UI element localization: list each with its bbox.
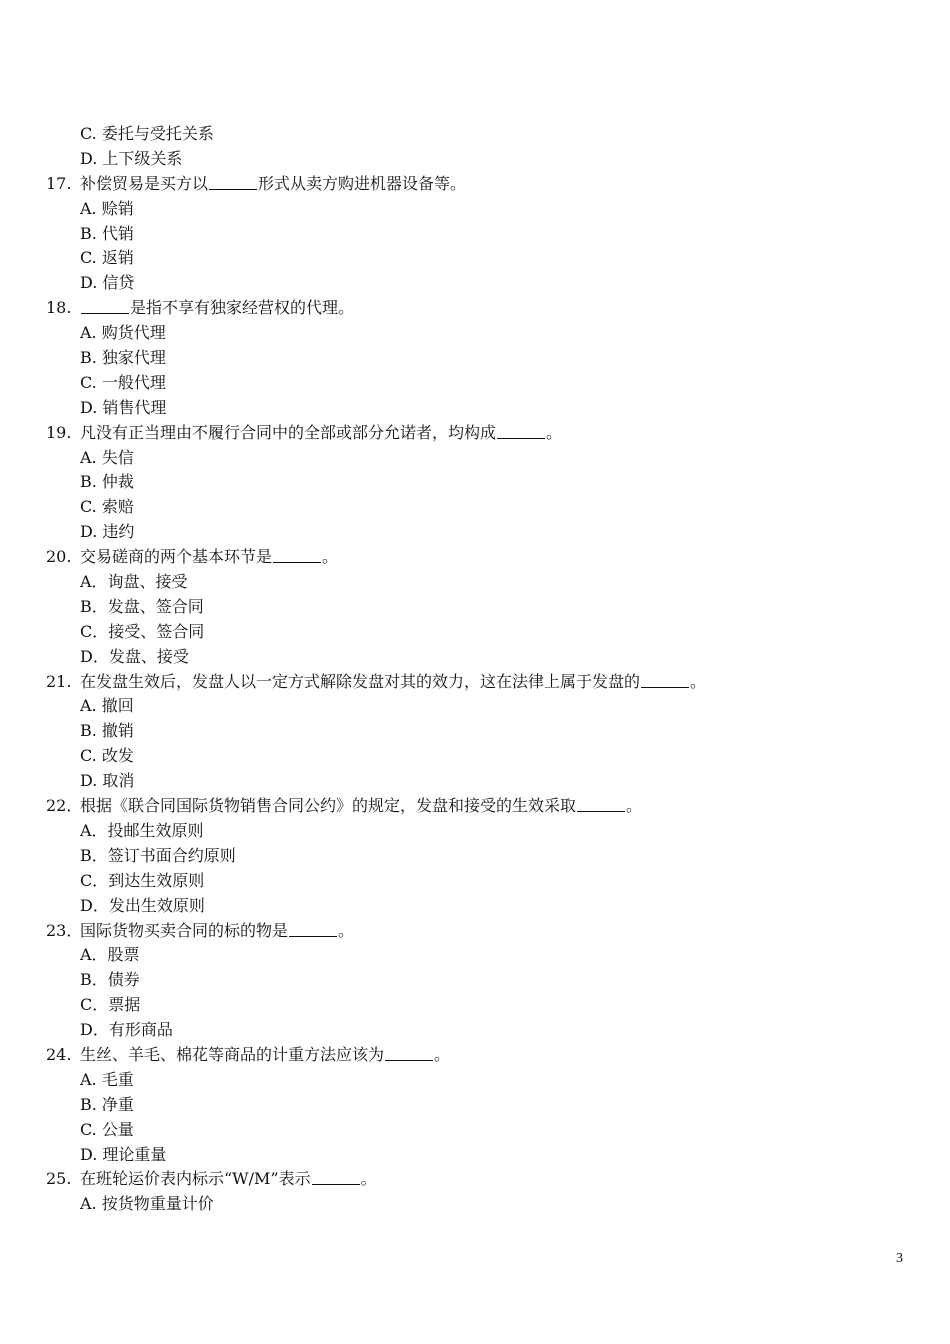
document-page: [0, 122, 950, 1217]
answer-option: [0, 894, 950, 919]
answer-option: [0, 943, 950, 968]
option-text: A. 毛重: [80, 1069, 134, 1089]
fill-in-blank: [209, 174, 257, 190]
question-text: [80, 1043, 450, 1068]
answer-option: [0, 1143, 950, 1168]
fill-in-blank: [497, 423, 545, 439]
answer-option: [0, 694, 950, 719]
answer-option: [0, 396, 950, 421]
answer-option: [0, 346, 950, 371]
answer-option: [0, 993, 950, 1018]
option-text: D. 上下级关系: [80, 148, 183, 168]
option-text: A. 撤回: [80, 696, 134, 716]
answer-option: [0, 446, 950, 471]
option-text: D. 销售代理: [80, 397, 167, 417]
fill-in-blank: [273, 547, 321, 563]
question-text-after: 。: [338, 920, 355, 940]
fill-in-blank: [385, 1045, 433, 1061]
question-line: [0, 670, 950, 695]
answer-option: [0, 1192, 950, 1217]
option-text: B. 独家代理: [80, 348, 166, 368]
question-line: [0, 545, 950, 570]
answer-option: [0, 1093, 950, 1118]
question-text: [80, 670, 706, 695]
fill-in-blank: [81, 298, 129, 314]
option-text: D. 违约: [80, 522, 135, 542]
answer-option: [0, 769, 950, 794]
option-text: B. 仲裁: [80, 472, 134, 492]
option-text: D. 理论重量: [80, 1144, 167, 1164]
option-text: A. 赊销: [80, 198, 134, 218]
question-number: 17.: [46, 173, 72, 193]
question-text-after: 。: [626, 796, 643, 816]
question-number: 23．: [46, 920, 83, 940]
option-text: A. 购货代理: [80, 323, 166, 343]
question-text-after: 形式从卖方购进机器设备等。: [258, 173, 467, 193]
question-text: [80, 172, 466, 197]
question-text: [80, 296, 354, 321]
option-text: D. 信贷: [80, 273, 135, 293]
answer-option: [0, 744, 950, 769]
answer-option: [0, 147, 950, 172]
question-text-after: 。: [690, 671, 707, 691]
question-text: [80, 421, 562, 446]
option-text: C. 改发: [80, 746, 134, 766]
answer-option: [0, 197, 950, 222]
question-text: [80, 794, 642, 819]
question-text: [80, 919, 354, 944]
option-text: C．接受、签合同: [80, 621, 205, 641]
question-number: 25.: [46, 1169, 72, 1189]
option-text: C. 返销: [80, 248, 134, 268]
question-text: [80, 545, 338, 570]
answer-option: [0, 246, 950, 271]
option-text: B．发盘、签合同: [80, 596, 204, 616]
question-line: [0, 794, 950, 819]
fill-in-blank: [641, 672, 689, 688]
answer-option: [0, 495, 950, 520]
option-text: C．到达生效原则: [80, 870, 205, 890]
question-text-before: 凡没有正当理由不履行合同中的全部或部分允诺者，均构成: [80, 422, 497, 442]
fill-in-blank: [312, 1169, 360, 1185]
question-text-before: 在发盘生效后，发盘人以一定方式解除发盘对其的效力，这在法律上属于发盘的: [80, 671, 641, 691]
option-text: A. 失信: [80, 447, 134, 467]
question-number: 18.: [46, 298, 72, 318]
option-text: B. 撤销: [80, 721, 134, 741]
question-text-before: 根据《联合同国际货物销售合同公约》的规定，发盘和接受的生效采取: [80, 796, 577, 816]
question-line: [0, 421, 950, 446]
question-text-before: 生丝、羊毛、棉花等商品的计重方法应该为: [80, 1044, 385, 1064]
question-text-before: 在班轮运价表内标示“W/M”表示: [80, 1169, 311, 1189]
question-number: 22．: [46, 796, 83, 816]
answer-option: [0, 321, 950, 346]
option-text: D．发盘、接受: [80, 646, 189, 666]
fill-in-blank: [289, 921, 337, 937]
question-line: [0, 296, 950, 321]
question-text-after: 。: [360, 1169, 377, 1189]
question-text-before: 补偿贸易是买方以: [80, 173, 209, 193]
answer-option: [0, 271, 950, 296]
fill-in-blank: [577, 796, 625, 812]
option-text: C. 索赔: [80, 497, 134, 517]
question-text-after: 。: [434, 1044, 451, 1064]
answer-option: [0, 645, 950, 670]
option-text: C．票据: [80, 995, 141, 1015]
answer-option: [0, 620, 950, 645]
answer-option: [0, 844, 950, 869]
question-text-after: 。: [546, 422, 563, 442]
page-number: 3: [896, 1251, 903, 1266]
answer-option: [0, 719, 950, 744]
answer-option: [0, 595, 950, 620]
question-number: 21.: [46, 671, 72, 691]
question-number: 19.: [46, 422, 72, 442]
question-number: 20.: [46, 547, 72, 567]
option-text: C. 公量: [80, 1119, 134, 1139]
question-text-before: 国际货物买卖合同的标的物是: [80, 920, 289, 940]
question-text: [80, 1167, 377, 1192]
option-text: A. 按货物重量计价: [80, 1194, 214, 1214]
option-text: A．询盘、接受: [80, 572, 188, 592]
answer-option: [0, 819, 950, 844]
question-text-after: 是指不享有独家经营权的代理。: [130, 298, 355, 318]
option-text: A．股票: [80, 945, 140, 965]
answer-option: [0, 570, 950, 595]
answer-option: [0, 122, 950, 147]
option-text: B．债券: [80, 970, 140, 990]
option-text: D．有形商品: [80, 1020, 173, 1040]
question-line: [0, 172, 950, 197]
option-text: D. 取消: [80, 771, 135, 791]
option-text: A．投邮生效原则: [80, 820, 204, 840]
answer-option: [0, 869, 950, 894]
option-text: B. 代销: [80, 223, 134, 243]
option-text: C. 委托与受托关系: [80, 124, 214, 143]
answer-option: [0, 1018, 950, 1043]
option-text: B. 净重: [80, 1094, 134, 1114]
question-number: 24.: [46, 1044, 72, 1064]
answer-option: [0, 520, 950, 545]
answer-option: [0, 371, 950, 396]
answer-option: [0, 1118, 950, 1143]
question-line: [0, 919, 950, 944]
option-text: C. 一般代理: [80, 372, 166, 392]
answer-option: [0, 470, 950, 495]
answer-option: [0, 1068, 950, 1093]
answer-option: [0, 968, 950, 993]
option-text: B．签订书面合约原则: [80, 845, 236, 865]
answer-option: [0, 222, 950, 247]
option-text: D．发出生效原则: [80, 895, 205, 915]
question-text-before: 交易磋商的两个基本环节是: [80, 547, 273, 567]
question-text-after: 。: [322, 547, 339, 567]
question-line: [0, 1043, 950, 1068]
question-line: [0, 1167, 950, 1192]
